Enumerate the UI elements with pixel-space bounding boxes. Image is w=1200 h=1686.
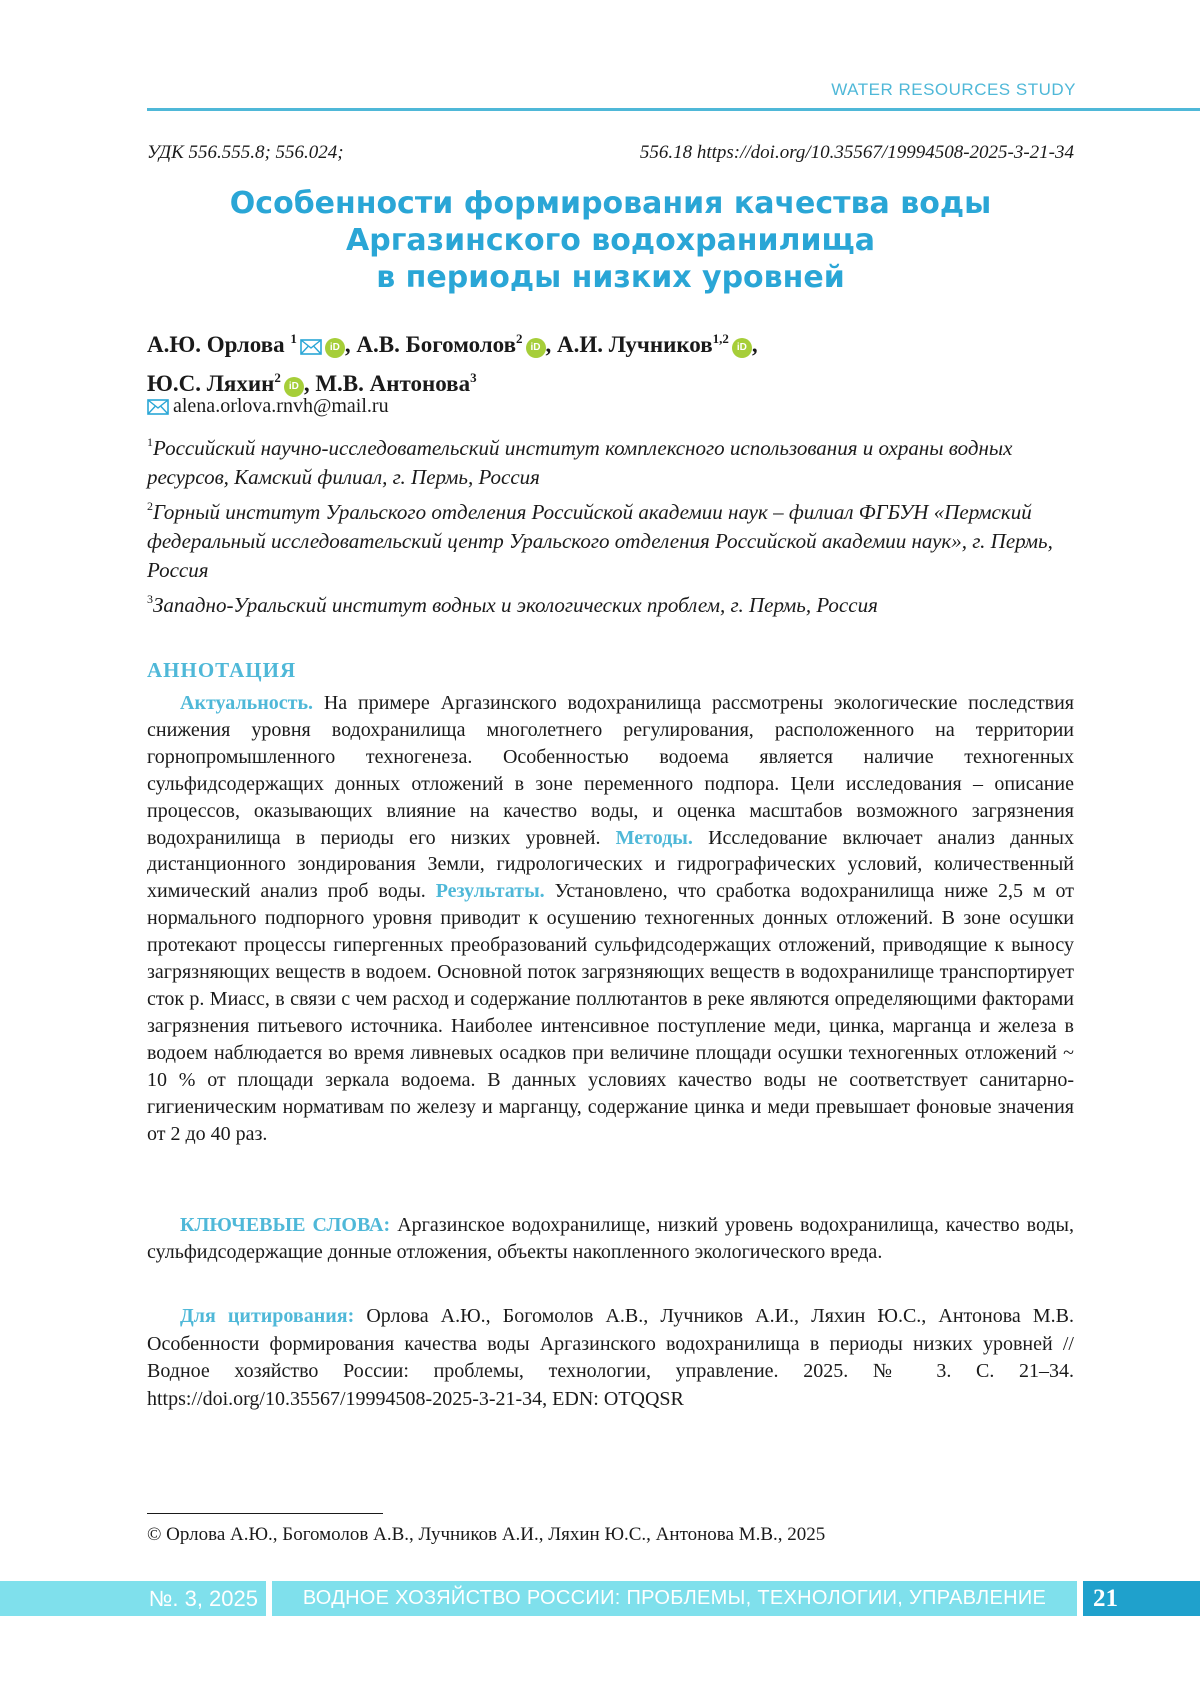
- affiliation-sup: 3: [147, 592, 153, 606]
- author-name: А.И. Лучников: [557, 332, 713, 357]
- author-affil-sup: 1: [290, 331, 297, 346]
- orcid-icon[interactable]: iD: [732, 338, 752, 358]
- article-title: [147, 185, 1074, 296]
- citation-label: Для цитирования:: [180, 1305, 355, 1327]
- udk-doi-row: [147, 142, 1074, 164]
- affiliation-sup: 1: [147, 435, 153, 449]
- author-list: А.Ю. Орлова $^1$iD , А.В. Богомолов$^2$iD , А.И. Лучников$^{1,2}$iD , Ю.С. Ляхин$^2$iD , М.В. Антонова$^3$: [147, 331, 758, 396]
- keywords: [147, 1212, 1074, 1266]
- citation: [147, 1303, 1074, 1413]
- abstract-heading: АННОТАЦИЯ: [147, 658, 297, 682]
- affiliation-sup: 2: [147, 499, 153, 513]
- author-affil-sup: 1,2: [712, 331, 729, 346]
- affiliation-item: [147, 492, 1087, 585]
- keywords-label: КЛЮЧЕВЫЕ СЛОВА:: [180, 1214, 391, 1236]
- keywords-text: Аргазинское водохранилище, низкий уровень водохранилища, качество воды, сульфидсодержащие донные отложения, объекты накопленного экологического вреда.: [147, 1214, 1074, 1263]
- author-affil-sup: 2: [516, 331, 523, 346]
- title-line-1: Особенности формирования качества воды: [229, 186, 992, 221]
- citation-text: Орлова А.Ю., Богомолов А.В., Лучников А.И., Ляхин Ю.С., Антонова М.В. Особенности формирования качества воды Аргазинского водохранилища в периоды низких уровней // Водное хозяйство России: проблемы, технологии, управление. 2025. № 3. С. 21–34. https://doi.org/10.35567/19994508-2025-3-21-34, EDN: OTQQSR: [147, 1305, 1074, 1410]
- issue-number: №. 3, 2025: [0, 1581, 266, 1616]
- title-line-2: Аргазинского водохранилища: [346, 223, 875, 258]
- relevance-label: Актуальность.: [180, 692, 314, 714]
- email-row: [147, 395, 389, 418]
- mail-icon: [147, 399, 169, 415]
- page-footer: [0, 1581, 1200, 1616]
- author-name: Ю.С. Ляхин: [147, 371, 275, 396]
- methods-text: Исследование включает анализ данных дистанционного зондирования Земли, гидрологических и гидрографических условий, количественный химический анализ проб воды.: [147, 826, 1074, 903]
- affiliations: [147, 428, 1087, 620]
- orcid-icon[interactable]: iD: [325, 338, 345, 358]
- author-name: М.В. Антонова: [315, 371, 471, 396]
- relevance-text: На примере Аргазинского водохранилища рассмотрены экологические последствия снижения уровня водохранилища многолетнего регулирования, расположенного на территории горнопромышленного техногенеза. Особенностью водоема является наличие техногенных сульфидсодержащих донных отложений в зоне переменного подпора. Цели исследования – описание процессов, оказывающих влияние на качество воды, и оценка масштабов возможного загрязнения водохранилища в периоды его низких уровней.: [147, 692, 1074, 849]
- affiliation-text: Горный институт Уральского отделения Российской академии наук – филиал ФГБУН «Пермский федеральный исследовательский центр Уральского отделения Российской академии наук», г. Пермь, Россия: [147, 500, 1053, 582]
- title-line-3: в периоды низких уровней: [376, 260, 845, 295]
- udk-code: УДК 556.555.8; 556.024;: [147, 142, 344, 163]
- methods-label: Методы.: [615, 826, 693, 849]
- doi-link[interactable]: 556.18 https://doi.org/10.35567/19994508-2025-3-21-34: [639, 142, 1074, 163]
- author-name: А.Ю. Орлова: [147, 332, 291, 357]
- orcid-icon[interactable]: iD: [526, 338, 546, 358]
- author-affil-sup: 2: [274, 370, 281, 385]
- results-text: Установлено, что сработка водохранилища ниже 2,5 м от нормального подпорного уровня приводит к осушению техногенных донных отложений. В зоне осушки протекают процессы гипергенных преобразований сульфидсодержащих отложений, приводящие к выносу загрязняющих веществ в водоем. Основной поток загрязняющих веществ в водохранилище транспортирует сток р. Миасс, в связи с чем расход и содержание поллютантов в реке являются определяющими факторами загрязнения питьевого источника. Наиболее интенсивное поступление меди, цинка, марганца и железа в водоем наблюдается во время ливневых осадков при величине площади осушки техногенных отложений ~ 10 % от площади зеркала водоема. В данных условиях качество воды не соответствует санитарно-гигиеническим нормативам по железу и марганцу, содержание цинка и меди превышает фоновые значения от 2 до 40 раз.: [147, 880, 1075, 1145]
- affiliation-item: [147, 428, 1087, 492]
- keywords-paragraph: [147, 1212, 1074, 1266]
- mail-icon[interactable]: [300, 339, 322, 355]
- footnote-rule: [147, 1513, 383, 1514]
- copyright-note: © Орлова А.Ю., Богомолов А.В., Лучников А.И., Ляхин Ю.С., Антонова М.В., 2025: [147, 1524, 826, 1545]
- section-label: WATER RESOURCES STUDY: [831, 80, 1076, 99]
- results-label: Результаты.: [435, 880, 545, 903]
- affiliation-item: [147, 585, 1087, 620]
- abstract-body: [147, 690, 1074, 1147]
- journal-name: ВОДНОЕ ХОЗЯЙСТВО РОССИИ: ПРОБЛЕМЫ, ТЕХНОЛОГИИ, УПРАВЛЕНИЕ: [272, 1581, 1077, 1616]
- author-affil-sup: 3: [470, 370, 477, 385]
- header-rule: [147, 108, 1200, 111]
- citation-paragraph: [147, 1303, 1074, 1413]
- abstract-paragraph: [147, 690, 1074, 1147]
- page-number: 21: [1083, 1581, 1200, 1616]
- author-name: А.В. Богомолов: [356, 332, 517, 357]
- affiliation-text: Западно-Уральский институт водных и экологических проблем, г. Пермь, Россия: [153, 593, 878, 617]
- email-link[interactable]: alena.orlova.rnvh@mail.ru: [173, 395, 389, 417]
- affiliation-text: Российский научно-исследовательский институт комплексного использования и охраны водных ресурсов, Камский филиал, г. Пермь, Россия: [147, 436, 1013, 489]
- orcid-icon[interactable]: iD: [284, 377, 304, 397]
